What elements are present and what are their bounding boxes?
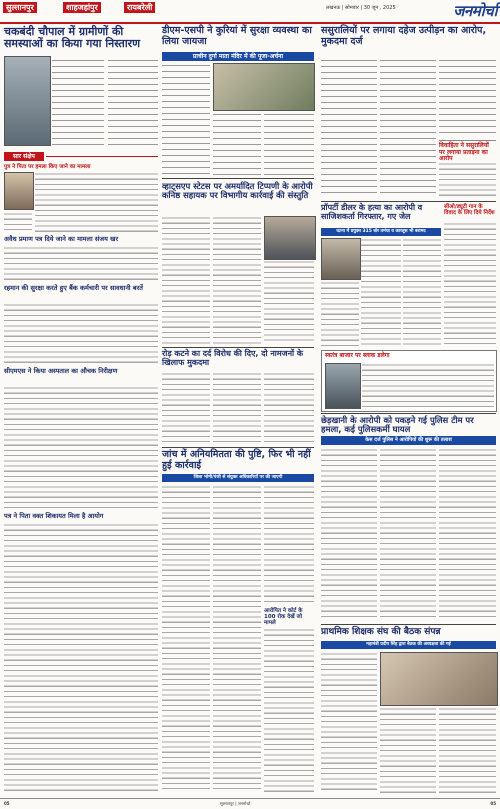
article-text <box>361 238 401 346</box>
divider <box>162 347 314 348</box>
dateline: लखनऊ | सोमवार | 30 जून , 2025 <box>326 5 396 11</box>
article-text <box>264 260 314 344</box>
boxed-headline: स्वतंत्र बाजार पर ब्लाक डलेगा <box>325 352 390 359</box>
article-text <box>213 112 261 175</box>
article-text <box>439 707 496 793</box>
news-photo <box>213 63 315 111</box>
page-footer <box>0 798 500 809</box>
divider <box>321 201 496 202</box>
side-headline: सीओ/ड्यूटी गान के विवाद के लिए दिये निर्देश <box>444 204 495 217</box>
brief-headline: पुत्र ने पिता पर हमला किए जाने का मामला <box>4 164 91 170</box>
article-text <box>213 216 261 344</box>
article-text <box>162 63 210 175</box>
masthead-rule <box>0 22 500 24</box>
strap: प्राचीन दुर्गा माता मंदिर में की पूजा-अर्चना <box>162 52 314 61</box>
headline-whatsapp: व्हाट्सएप स्टेटस पर अमर्यादित टिप्पणी के आरोपी कनिष्ठ सहायक पर विभागीय कार्रवाई की संस्तुति <box>162 181 313 201</box>
news-photo <box>264 216 316 260</box>
strap: घटना में प्रयुक्त 315 बोर तमंचा व कारतूस भी बरामद <box>321 228 441 236</box>
edition-label: शाहजहांपुर <box>63 2 101 13</box>
headline-dowry: ससुरालियों पर लगाया दहेज उत्पीड़न का आरोप, मुकदमा दर्ज <box>321 25 487 47</box>
brief-headline: सीएमएस ने किया अस्पताल का औचक निरीक्षण <box>4 367 118 375</box>
article-text <box>264 112 314 175</box>
headline-road-cutting: रोड़ कटने का दर्द विरोध की दिए, दो नामजनों के खिलाफ मुकदमा <box>162 349 304 367</box>
boxed-text <box>439 162 496 198</box>
headline-harassment: विवाहिता ने ससुरालियों पर लगाया प्रताड़ना का आरोप <box>439 140 496 163</box>
headline-investigation: जांच में अनियमितता की पुष्टि, फिर भी नहीं हुई कार्रवाई <box>162 449 311 471</box>
headline-police-attack: छेड़खानी के आरोपी को पकड़ने गई पुलिस टीम पर हमला, कई पुलिसकर्मी घायल <box>321 415 474 435</box>
news-photo <box>380 652 498 706</box>
headline-dm-sp: डीएम-एसपी ने कुरियां में सुरक्षा व्यवस्था का लिया जायजा <box>162 25 312 47</box>
divider <box>162 178 314 179</box>
article-text <box>380 58 436 198</box>
article-text <box>108 58 158 150</box>
masthead: जनमोर्चा <box>453 2 497 20</box>
article-text <box>264 485 314 605</box>
news-photo <box>4 172 34 210</box>
article-text <box>213 485 261 793</box>
edition-bar <box>0 0 500 20</box>
news-photo <box>4 56 51 146</box>
side-text <box>444 222 496 346</box>
footer-text: सुल्तानपुर | जनमोर्चा <box>220 801 251 806</box>
brief-text <box>4 246 158 282</box>
page-number: 05 <box>490 801 496 806</box>
boxed-text <box>362 363 494 407</box>
brief-text <box>4 303 158 365</box>
headline-property-dealer: प्रॉपर्टी डीलर के हत्या का आरोपी व साजिशकर्ता गिरफ्तार, गए जेल <box>321 203 423 221</box>
brief-text <box>4 386 158 510</box>
article-text <box>264 628 314 793</box>
article-text <box>162 216 210 344</box>
strap: महामंत्री प्रदीप सिंह द्वारा बैठक की अध्यक्षता की गई <box>321 641 496 649</box>
brief-headline: रहमान की सुरक्षा करते हुए बैंक कर्मचारी पर सावधानी बरतें <box>4 284 143 292</box>
article-text <box>380 448 436 620</box>
brief-text <box>4 212 32 232</box>
strap: केस दर्ज पुलिस ने आरोपियों की शुरू की तलाश <box>321 436 496 445</box>
side-headline: आरोपित ने कोर्ट के 100 रोक देखें जो मामले <box>264 608 303 627</box>
article-text <box>213 372 261 444</box>
brief-headline: अवैध प्रमाण पत्र दिये जाने का मामला संजय खर <box>4 235 119 243</box>
brief-text <box>35 172 158 232</box>
article-text <box>403 238 441 346</box>
article-text <box>321 281 359 346</box>
article-text <box>162 485 210 793</box>
page-number: 05 <box>4 801 10 806</box>
edition-label: रायबरेली <box>124 2 155 13</box>
article-text <box>52 58 104 150</box>
article-text <box>162 372 210 444</box>
divider <box>162 447 314 448</box>
boxed-story <box>321 350 497 412</box>
brief-headline: पत्र ने पिता वक्त शिकायत मिला है आयोग <box>4 512 104 520</box>
article-text <box>380 707 436 793</box>
news-photo <box>325 363 361 409</box>
news-photo <box>321 238 361 280</box>
headline-chakbandi: चकबंदी चौपाल में ग्रामीणों की समस्याओं का किया गया निस्तारण <box>4 25 141 51</box>
headline-teachers-union: प्राथमिक शिक्षक संघ की बैठक संपन्न <box>321 627 441 637</box>
article-text <box>439 58 496 134</box>
divider <box>321 413 496 414</box>
article-text <box>321 652 377 793</box>
article-text <box>321 448 377 620</box>
article-text <box>439 448 496 620</box>
divider <box>321 624 496 625</box>
brief-text <box>4 523 158 793</box>
edition-label: सुल्तानपुर <box>3 2 37 13</box>
section-label: सार संक्षेप <box>4 152 44 161</box>
strap: जिला भोमी/पंजी से संयुक्त अधिकारियों पर की जाएगी <box>162 474 314 482</box>
article-text <box>264 372 314 444</box>
article-text <box>321 58 377 198</box>
section-rule <box>46 156 158 157</box>
